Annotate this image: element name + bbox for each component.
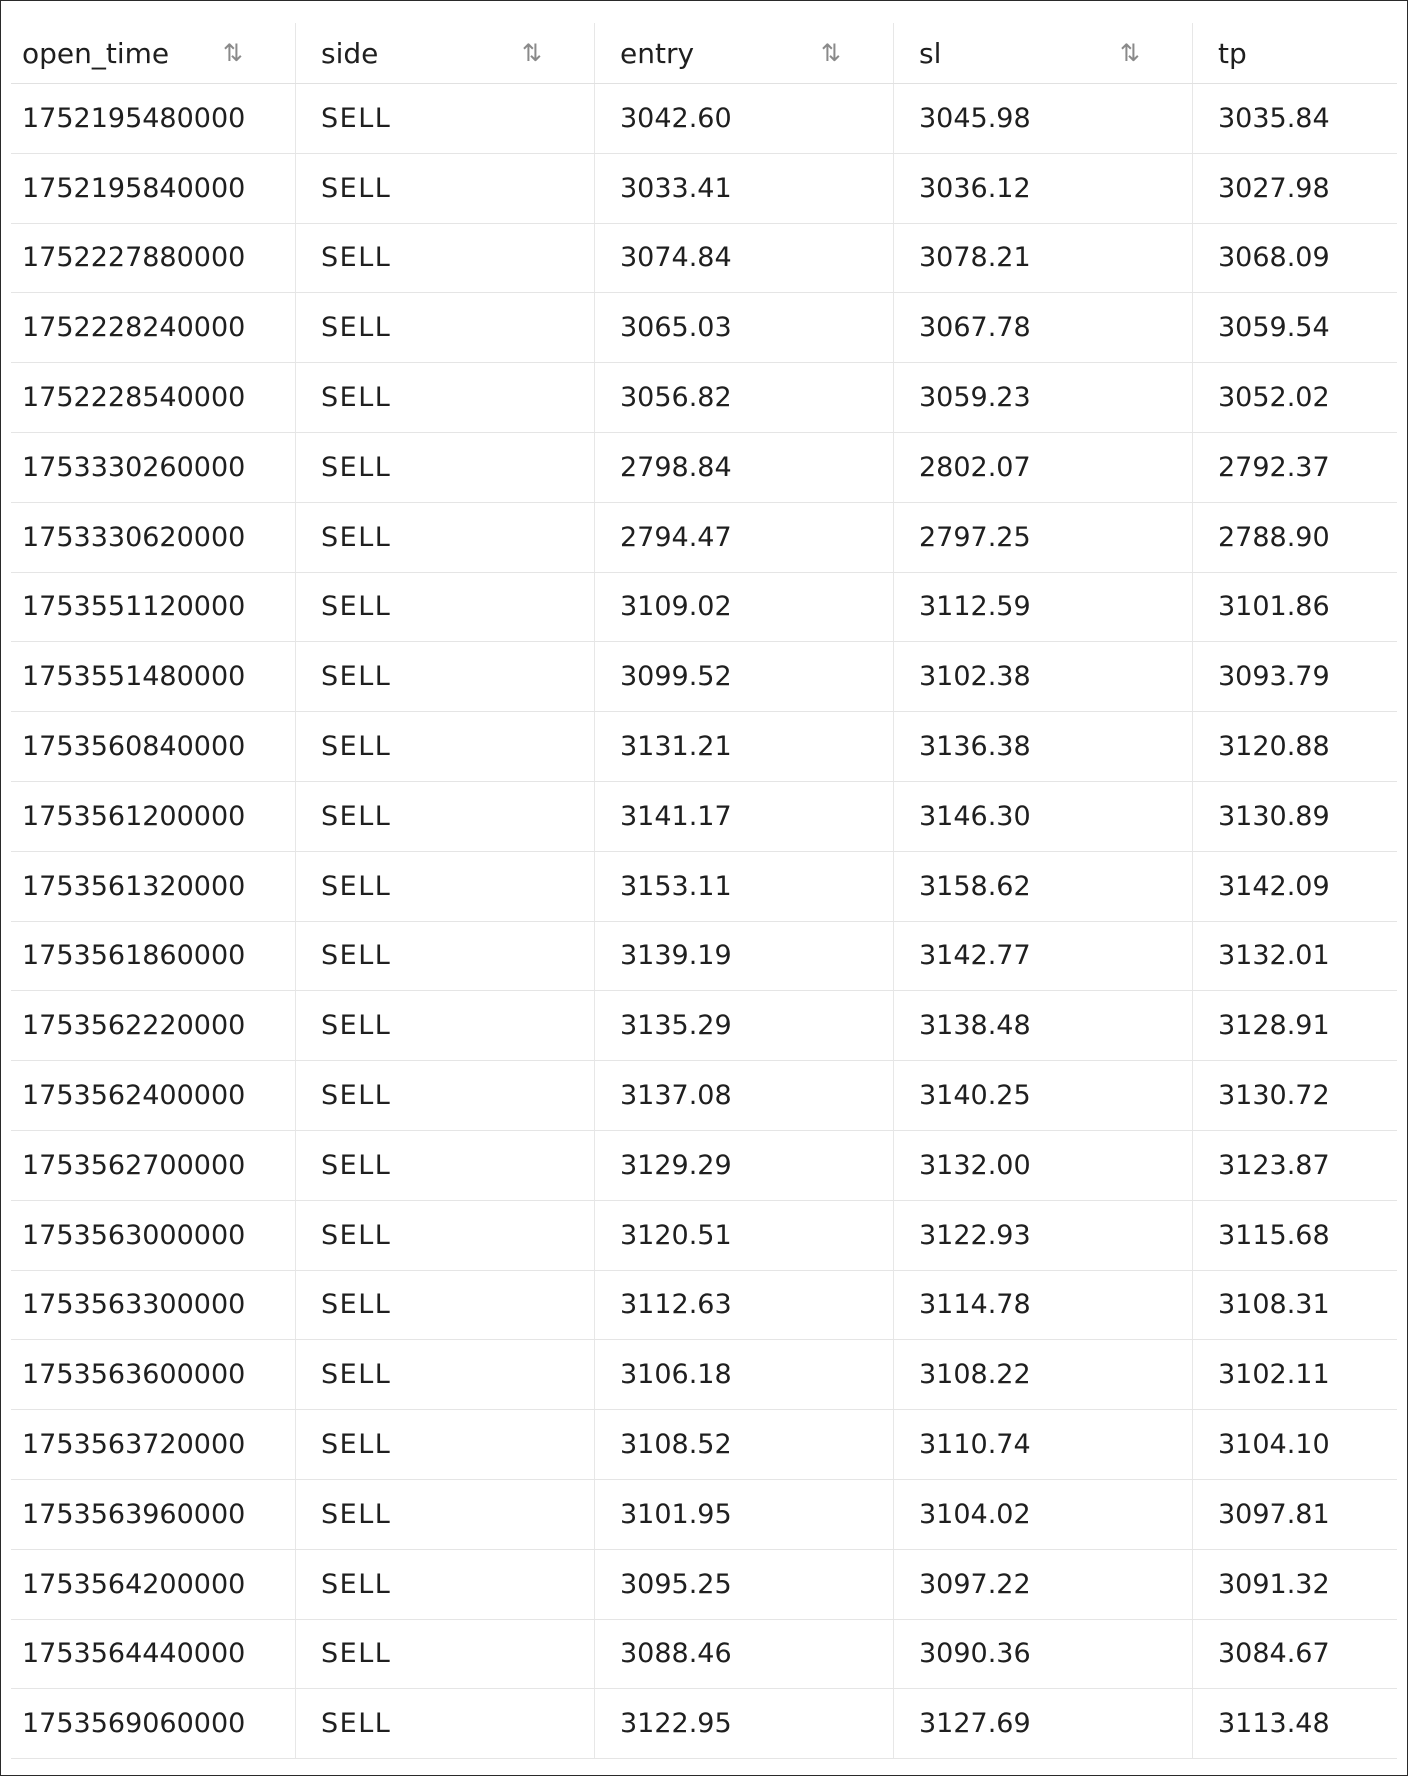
cell-entry: 3137.08 xyxy=(595,1061,894,1130)
cell-entry: 2794.47 xyxy=(595,503,894,572)
table-row[interactable] xyxy=(11,293,1397,363)
cell-entry: 3129.29 xyxy=(595,1131,894,1200)
cell-entry: 3120.51 xyxy=(595,1201,894,1270)
cell-open-time: 1753563960000 xyxy=(11,1480,296,1549)
table-row[interactable] xyxy=(11,1410,1397,1480)
cell-open-time: 1753330260000 xyxy=(11,433,296,502)
cell-tp: 3035.84 xyxy=(1218,102,1330,134)
table-body xyxy=(11,84,1397,1759)
table-row[interactable] xyxy=(11,1271,1397,1341)
cell-entry: 3139.19 xyxy=(595,922,894,991)
cell-side: SELL xyxy=(296,154,595,223)
cell-tp: 3052.02 xyxy=(1218,382,1330,414)
cell-sl: 3078.21 xyxy=(894,224,1193,293)
table-header-row xyxy=(11,23,1397,84)
cell-entry: 3088.46 xyxy=(595,1620,894,1689)
cell-entry: 3095.25 xyxy=(595,1550,894,1619)
sort-icon[interactable]: ⇅ xyxy=(521,39,542,67)
table-row[interactable] xyxy=(11,1689,1397,1759)
cell-entry: 3131.21 xyxy=(595,712,894,781)
cell-tp: 2788.90 xyxy=(1218,521,1330,553)
cell-tp: 3142.09 xyxy=(1218,870,1330,902)
cell-open-time: 1753564440000 xyxy=(11,1620,296,1689)
cell-sl: 3142.77 xyxy=(894,922,1193,991)
cell-open-time: 1753563720000 xyxy=(11,1410,296,1479)
cell-tp: 2792.37 xyxy=(1218,451,1330,483)
cell-sl: 3067.78 xyxy=(894,293,1193,362)
sort-icon[interactable]: ⇅ xyxy=(820,39,841,67)
column-header-label: open_time xyxy=(22,36,170,70)
cell-entry: 3112.63 xyxy=(595,1271,894,1340)
cell-tp: 3104.10 xyxy=(1218,1429,1330,1461)
cell-side: SELL xyxy=(296,1201,595,1270)
table-row[interactable] xyxy=(11,1620,1397,1690)
cell-side: SELL xyxy=(296,712,595,781)
cell-side: SELL xyxy=(296,84,595,153)
column-header-label: sl xyxy=(919,36,942,70)
cell-sl: 3059.23 xyxy=(894,363,1193,432)
cell-open-time: 1753330620000 xyxy=(11,503,296,572)
cell-open-time: 1753562700000 xyxy=(11,1131,296,1200)
cell-entry: 3135.29 xyxy=(595,991,894,1060)
table-row[interactable] xyxy=(11,1061,1397,1131)
table-row[interactable] xyxy=(11,642,1397,712)
cell-open-time: 1753563300000 xyxy=(11,1271,296,1340)
table-row[interactable] xyxy=(11,782,1397,852)
cell-sl: 3114.78 xyxy=(894,1271,1193,1340)
cell-side: SELL xyxy=(296,1340,595,1409)
cell-open-time: 1753551120000 xyxy=(11,573,296,642)
cell-entry: 3074.84 xyxy=(595,224,894,293)
cell-sl: 3138.48 xyxy=(894,991,1193,1060)
cell-entry: 3033.41 xyxy=(595,154,894,223)
cell-open-time: 1753564200000 xyxy=(11,1550,296,1619)
cell-sl: 3132.00 xyxy=(894,1131,1193,1200)
cell-side: SELL xyxy=(296,433,595,502)
column-header-open-time[interactable] xyxy=(11,23,296,83)
table-row[interactable] xyxy=(11,433,1397,503)
cell-tp: 3128.91 xyxy=(1218,1010,1330,1042)
column-header-sl[interactable] xyxy=(894,23,1193,83)
cell-open-time: 1753569060000 xyxy=(11,1689,296,1758)
cell-tp: 3130.72 xyxy=(1218,1080,1330,1112)
cell-sl: 3127.69 xyxy=(894,1689,1193,1758)
cell-tp: 3084.67 xyxy=(1218,1638,1330,1670)
cell-entry: 3141.17 xyxy=(595,782,894,851)
table-row[interactable] xyxy=(11,852,1397,922)
cell-side: SELL xyxy=(296,852,595,921)
cell-entry: 3042.60 xyxy=(595,84,894,153)
table-row[interactable] xyxy=(11,1131,1397,1201)
cell-open-time: 1753563000000 xyxy=(11,1201,296,1270)
cell-sl: 2802.07 xyxy=(894,433,1193,502)
cell-side: SELL xyxy=(296,224,595,293)
cell-tp: 3132.01 xyxy=(1218,940,1330,972)
column-header-label: side xyxy=(321,36,379,70)
cell-tp: 3068.09 xyxy=(1218,242,1330,274)
cell-open-time: 1753551480000 xyxy=(11,642,296,711)
cell-entry: 3065.03 xyxy=(595,293,894,362)
cell-side: SELL xyxy=(296,1131,595,1200)
cell-sl: 3104.02 xyxy=(894,1480,1193,1549)
cell-entry: 2798.84 xyxy=(595,433,894,502)
cell-side: SELL xyxy=(296,503,595,572)
column-header-side[interactable] xyxy=(296,23,595,83)
cell-open-time: 1752195480000 xyxy=(11,84,296,153)
cell-open-time: 1752227880000 xyxy=(11,224,296,293)
table-row[interactable] xyxy=(11,84,1397,154)
cell-tp: 3097.81 xyxy=(1218,1498,1330,1530)
cell-sl: 3110.74 xyxy=(894,1410,1193,1479)
cell-sl: 3146.30 xyxy=(894,782,1193,851)
column-header-label: tp xyxy=(1218,36,1247,70)
column-header-entry[interactable] xyxy=(595,23,894,83)
cell-sl: 3158.62 xyxy=(894,852,1193,921)
cell-tp: 3027.98 xyxy=(1218,172,1330,204)
cell-sl: 3102.38 xyxy=(894,642,1193,711)
cell-open-time: 1753563600000 xyxy=(11,1340,296,1409)
cell-entry: 3153.11 xyxy=(595,852,894,921)
cell-entry: 3101.95 xyxy=(595,1480,894,1549)
cell-tp: 3059.54 xyxy=(1218,312,1330,344)
table-row[interactable] xyxy=(11,154,1397,224)
cell-side: SELL xyxy=(296,293,595,362)
table-row[interactable] xyxy=(11,1550,1397,1620)
cell-side: SELL xyxy=(296,782,595,851)
cell-open-time: 1753561320000 xyxy=(11,852,296,921)
cell-side: SELL xyxy=(296,991,595,1060)
cell-sl: 3136.38 xyxy=(894,712,1193,781)
table-row[interactable] xyxy=(11,224,1397,294)
cell-tp: 3113.48 xyxy=(1218,1708,1330,1740)
cell-entry: 3106.18 xyxy=(595,1340,894,1409)
table-row[interactable] xyxy=(11,991,1397,1061)
cell-tp: 3123.87 xyxy=(1218,1149,1330,1181)
cell-side: SELL xyxy=(296,922,595,991)
cell-tp: 3091.32 xyxy=(1218,1568,1330,1600)
cell-sl: 3045.98 xyxy=(894,84,1193,153)
table-row[interactable] xyxy=(11,1201,1397,1271)
cell-side: SELL xyxy=(296,1550,595,1619)
sort-icon[interactable]: ⇅ xyxy=(1119,39,1140,67)
cell-tp: 3115.68 xyxy=(1218,1219,1330,1251)
cell-open-time: 1752195840000 xyxy=(11,154,296,223)
cell-entry: 3056.82 xyxy=(595,363,894,432)
table-row[interactable] xyxy=(11,503,1397,573)
cell-entry: 3122.95 xyxy=(595,1689,894,1758)
cell-tp: 3120.88 xyxy=(1218,731,1330,763)
cell-open-time: 1753561200000 xyxy=(11,782,296,851)
cell-entry: 3109.02 xyxy=(595,573,894,642)
cell-side: SELL xyxy=(296,363,595,432)
column-header-label: entry xyxy=(620,36,695,70)
cell-sl: 2797.25 xyxy=(894,503,1193,572)
cell-entry: 3099.52 xyxy=(595,642,894,711)
column-header-tp[interactable] xyxy=(1193,23,1397,83)
cell-open-time: 1753560840000 xyxy=(11,712,296,781)
cell-tp: 3108.31 xyxy=(1218,1289,1330,1321)
table-row[interactable] xyxy=(11,1340,1397,1410)
data-table xyxy=(11,23,1397,1759)
cell-side: SELL xyxy=(296,573,595,642)
table-row[interactable] xyxy=(11,573,1397,643)
cell-side: SELL xyxy=(296,642,595,711)
cell-sl: 3112.59 xyxy=(894,573,1193,642)
table-row[interactable] xyxy=(11,712,1397,782)
table-row[interactable] xyxy=(11,363,1397,433)
cell-sl: 3097.22 xyxy=(894,1550,1193,1619)
cell-side: SELL xyxy=(296,1689,595,1758)
cell-open-time: 1753562400000 xyxy=(11,1061,296,1130)
cell-sl: 3090.36 xyxy=(894,1620,1193,1689)
cell-open-time: 1752228240000 xyxy=(11,293,296,362)
table-row[interactable] xyxy=(11,1480,1397,1550)
cell-side: SELL xyxy=(296,1061,595,1130)
cell-tp: 3093.79 xyxy=(1218,661,1330,693)
cell-tp: 3102.11 xyxy=(1218,1359,1330,1391)
cell-side: SELL xyxy=(296,1620,595,1689)
table-row[interactable] xyxy=(11,922,1397,992)
sort-icon[interactable]: ⇅ xyxy=(222,39,243,67)
cell-sl: 3036.12 xyxy=(894,154,1193,223)
cell-side: SELL xyxy=(296,1410,595,1479)
cell-open-time: 1752228540000 xyxy=(11,363,296,432)
cell-tp: 3130.89 xyxy=(1218,800,1330,832)
cell-sl: 3140.25 xyxy=(894,1061,1193,1130)
cell-side: SELL xyxy=(296,1480,595,1549)
cell-tp: 3101.86 xyxy=(1218,591,1330,623)
cell-sl: 3122.93 xyxy=(894,1201,1193,1270)
cell-open-time: 1753561860000 xyxy=(11,922,296,991)
cell-entry: 3108.52 xyxy=(595,1410,894,1479)
cell-side: SELL xyxy=(296,1271,595,1340)
cell-sl: 3108.22 xyxy=(894,1340,1193,1409)
cell-open-time: 1753562220000 xyxy=(11,991,296,1060)
